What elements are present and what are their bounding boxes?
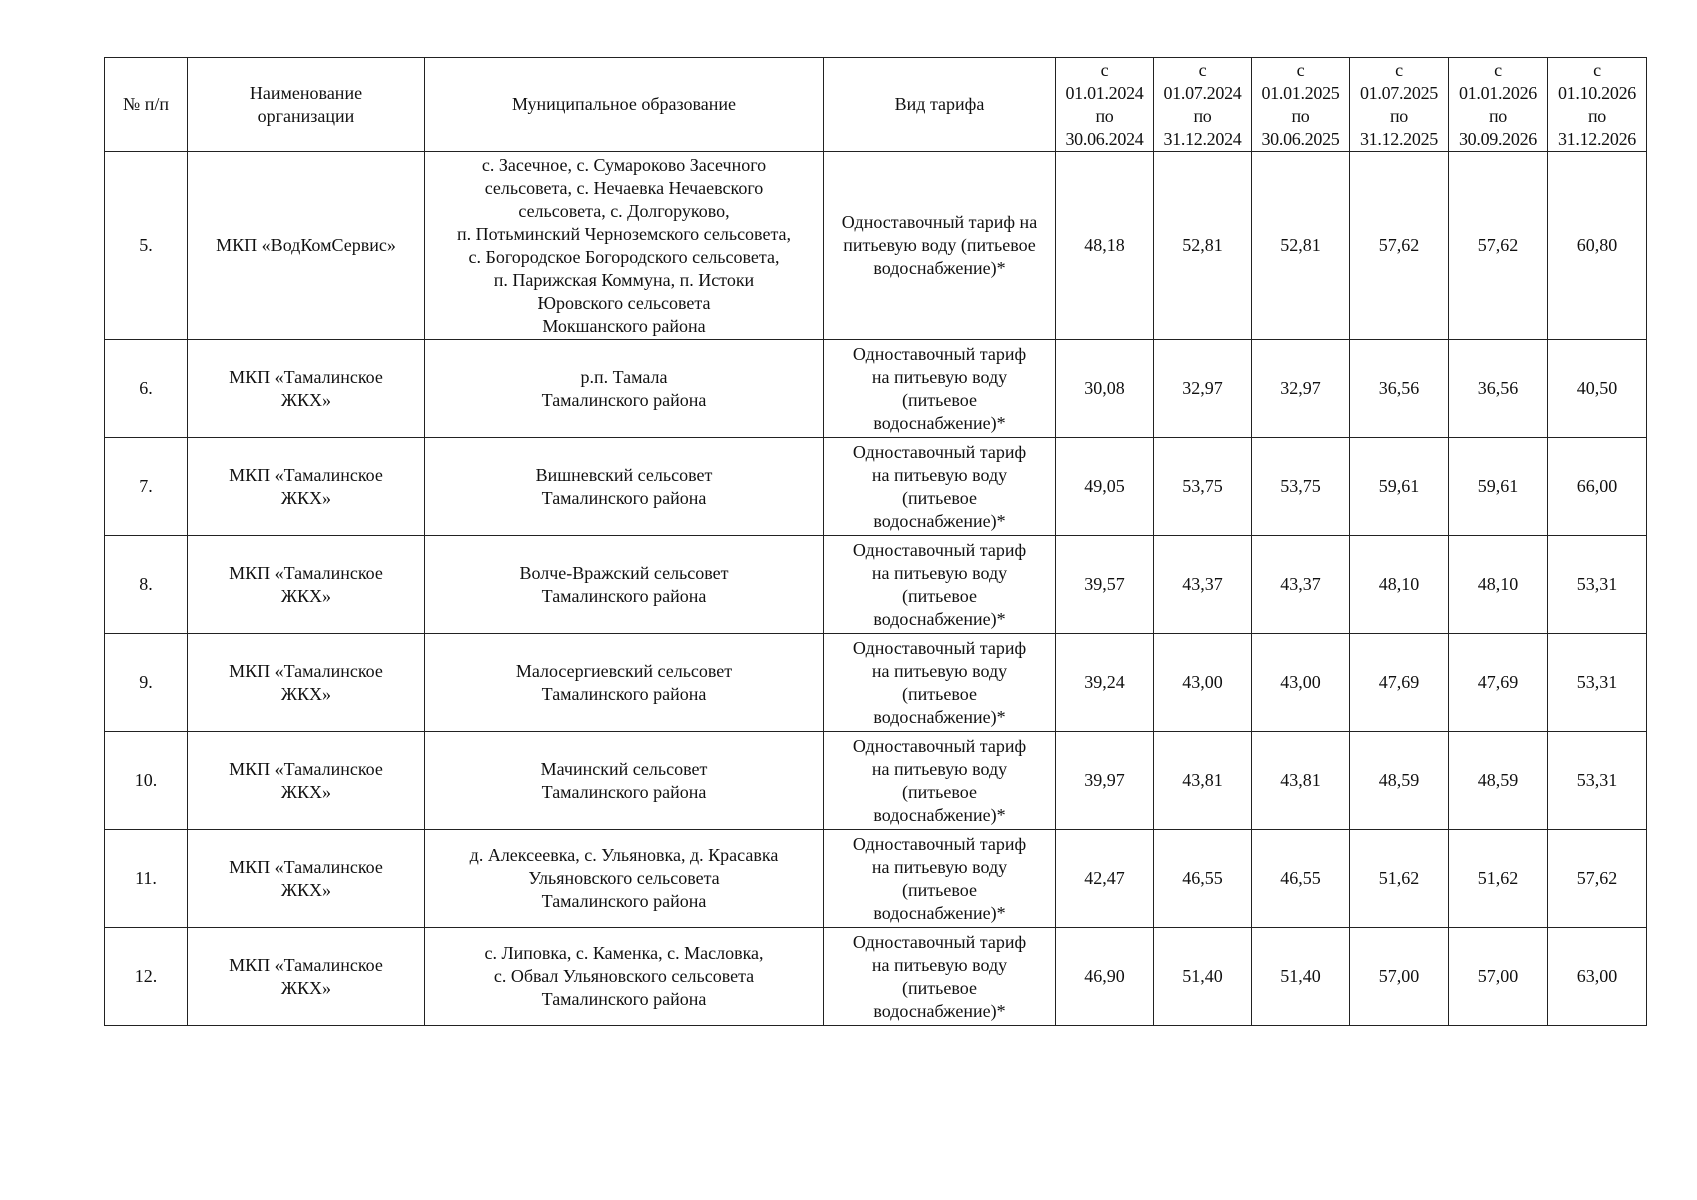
period-from: 01.01.2026 — [1458, 82, 1537, 103]
tariff-value: 53,75 — [1154, 438, 1252, 536]
period-to: 31.12.2024 — [1163, 128, 1242, 149]
tariff-value: 63,00 — [1548, 928, 1647, 1026]
municipality: Вишневский сельсовет Тамалинского района — [425, 438, 824, 536]
tariff-value: 51,40 — [1154, 928, 1252, 1026]
row-number: 8. — [105, 536, 188, 634]
organization-name: МКП «Тамалинское ЖКХ» — [188, 928, 425, 1026]
period-c: с — [1100, 59, 1109, 80]
tariff-value: 46,55 — [1154, 830, 1252, 928]
period-to: 30.06.2024 — [1065, 128, 1144, 149]
period-from: 01.07.2024 — [1163, 82, 1242, 103]
tariff-value: 36,56 — [1350, 340, 1449, 438]
header-period — [1449, 58, 1548, 152]
tariff-value: 48,59 — [1350, 732, 1449, 830]
tariff-value: 43,81 — [1154, 732, 1252, 830]
tariff-value: 66,00 — [1548, 438, 1647, 536]
tariff-value: 51,62 — [1449, 830, 1548, 928]
table-row — [105, 152, 1647, 340]
tariff-value: 43,81 — [1252, 732, 1350, 830]
tariff-type: Одноставочный тариф на питьевую воду (питьевое водоснабжение)* — [824, 152, 1056, 340]
period-po: по — [1095, 105, 1114, 126]
period-to: 31.12.2026 — [1557, 128, 1636, 149]
tariff-type: Одноставочный тариф на питьевую воду (питьевое водоснабжение)* — [824, 830, 1056, 928]
period-po: по — [1193, 105, 1212, 126]
municipality: Волче-Вражский сельсовет Тамалинского района — [425, 536, 824, 634]
row-number: 10. — [105, 732, 188, 830]
tariff-value: 39,97 — [1056, 732, 1154, 830]
tariff-value: 48,10 — [1350, 536, 1449, 634]
organization-name: МКП «Тамалинское ЖКХ» — [188, 830, 425, 928]
period-po: по — [1291, 105, 1310, 126]
organization-name: МКП «Тамалинское ЖКХ» — [188, 732, 425, 830]
period-po: по — [1389, 105, 1409, 126]
tariff-value: 39,24 — [1056, 634, 1154, 732]
municipality: Малосергиевский сельсовет Тамалинского района — [425, 634, 824, 732]
table-row — [105, 732, 1647, 830]
table-row — [105, 340, 1647, 438]
tariff-value: 59,61 — [1350, 438, 1449, 536]
tariff-value: 42,47 — [1056, 830, 1154, 928]
period-po: по — [1488, 105, 1508, 126]
municipality: д. Алексеевка, с. Ульяновка, д. Красавка Ульяновского сельсовета Тамалинского района — [425, 830, 824, 928]
tariff-type: Одноставочный тариф на питьевую воду (питьевое водоснабжение)* — [824, 438, 1056, 536]
tariff-type: Одноставочный тариф на питьевую воду (питьевое водоснабжение)* — [824, 340, 1056, 438]
period-from: 01.01.2025 — [1261, 82, 1340, 103]
tariff-value: 47,69 — [1350, 634, 1449, 732]
table-header — [105, 58, 1647, 152]
tariff-type: Одноставочный тариф на питьевую воду (питьевое водоснабжение)* — [824, 536, 1056, 634]
header-period — [1548, 58, 1647, 152]
tariff-value: 51,40 — [1252, 928, 1350, 1026]
tariff-type: Одноставочный тариф на питьевую воду (питьевое водоснабжение)* — [824, 732, 1056, 830]
tariff-value: 60,80 — [1548, 152, 1647, 340]
tariff-value: 43,00 — [1252, 634, 1350, 732]
municipality: р.п. Тамала Тамалинского района — [425, 340, 824, 438]
tariff-value: 36,56 — [1449, 340, 1548, 438]
tariff-value: 43,37 — [1154, 536, 1252, 634]
tariff-value: 48,18 — [1056, 152, 1154, 340]
header-period — [1350, 58, 1449, 152]
header-tariff-type: Вид тарифа — [824, 58, 1056, 152]
tariff-value: 57,00 — [1350, 928, 1449, 1026]
header-organization: Наименование организации — [188, 58, 425, 152]
organization-name: МКП «ВодКомСервис» — [188, 152, 425, 340]
period-c: с — [1494, 59, 1502, 80]
header-municipality: Муниципальное образование — [425, 58, 824, 152]
tariff-value: 57,00 — [1449, 928, 1548, 1026]
organization-name: МКП «Тамалинское ЖКХ» — [188, 438, 425, 536]
tariff-value: 43,37 — [1252, 536, 1350, 634]
period-po: по — [1587, 105, 1607, 126]
period-c: с — [1198, 59, 1207, 80]
table-row — [105, 438, 1647, 536]
tariff-type: Одноставочный тариф на питьевую воду (питьевое водоснабжение)* — [824, 634, 1056, 732]
organization-name: МКП «Тамалинское ЖКХ» — [188, 340, 425, 438]
period-from: 01.10.2026 — [1557, 82, 1636, 103]
tariff-value: 53,31 — [1548, 536, 1647, 634]
tariff-value: 32,97 — [1252, 340, 1350, 438]
period-from: 01.07.2025 — [1359, 82, 1438, 103]
period-to: 30.06.2025 — [1261, 128, 1340, 149]
tariff-value: 51,62 — [1350, 830, 1449, 928]
period-to: 31.12.2025 — [1359, 128, 1438, 149]
period-from: 01.01.2024 — [1065, 82, 1144, 103]
table-row — [105, 634, 1647, 732]
tariff-value: 39,57 — [1056, 536, 1154, 634]
row-number: 5. — [105, 152, 188, 340]
tariff-table — [104, 57, 1647, 1026]
tariff-value: 32,97 — [1154, 340, 1252, 438]
tariff-value: 46,55 — [1252, 830, 1350, 928]
tariff-value: 59,61 — [1449, 438, 1548, 536]
tariff-value: 57,62 — [1449, 152, 1548, 340]
municipality: с. Засечное, с. Сумароково Засечного сельсовета, с. Нечаевка Нечаевского сельсовета, с. Долгоруково, п. Потьминский Черноземского сельсовета, с. Богородское Богородского сельсовета, п. Парижская Коммуна, п. Истоки Юровского сельсовета Мокшанского района — [425, 152, 824, 340]
row-number: 6. — [105, 340, 188, 438]
header-period — [1056, 58, 1154, 152]
tariff-value: 48,59 — [1449, 732, 1548, 830]
header-number: № п/п — [105, 58, 188, 152]
tariff-value: 52,81 — [1252, 152, 1350, 340]
organization-name: МКП «Тамалинское ЖКХ» — [188, 634, 425, 732]
tariff-value: 49,05 — [1056, 438, 1154, 536]
table-row — [105, 830, 1647, 928]
row-number: 9. — [105, 634, 188, 732]
tariff-value: 53,31 — [1548, 634, 1647, 732]
header-period — [1154, 58, 1252, 152]
tariff-value: 57,62 — [1350, 152, 1449, 340]
tariff-value: 57,62 — [1548, 830, 1647, 928]
tariff-type: Одноставочный тариф на питьевую воду (питьевое водоснабжение)* — [824, 928, 1056, 1026]
tariff-value: 43,00 — [1154, 634, 1252, 732]
period-c: с — [1395, 59, 1403, 80]
tariff-value: 53,31 — [1548, 732, 1647, 830]
municipality: с. Липовка, с. Каменка, с. Масловка, с. Обвал Ульяновского сельсовета Тамалинского района — [425, 928, 824, 1026]
tariff-value: 47,69 — [1449, 634, 1548, 732]
tariff-value: 48,10 — [1449, 536, 1548, 634]
table-body — [105, 152, 1647, 1026]
header-period — [1252, 58, 1350, 152]
table-row — [105, 536, 1647, 634]
table-row — [105, 928, 1647, 1026]
tariff-value: 40,50 — [1548, 340, 1647, 438]
municipality: Мачинский сельсовет Тамалинского района — [425, 732, 824, 830]
row-number: 11. — [105, 830, 188, 928]
tariff-value: 46,90 — [1056, 928, 1154, 1026]
period-to: 30.09.2026 — [1458, 128, 1537, 149]
organization-name: МКП «Тамалинское ЖКХ» — [188, 536, 425, 634]
tariff-value: 53,75 — [1252, 438, 1350, 536]
row-number: 12. — [105, 928, 188, 1026]
period-c: с — [1296, 59, 1305, 80]
tariff-value: 52,81 — [1154, 152, 1252, 340]
period-c: с — [1593, 59, 1601, 80]
tariff-value: 30,08 — [1056, 340, 1154, 438]
row-number: 7. — [105, 438, 188, 536]
